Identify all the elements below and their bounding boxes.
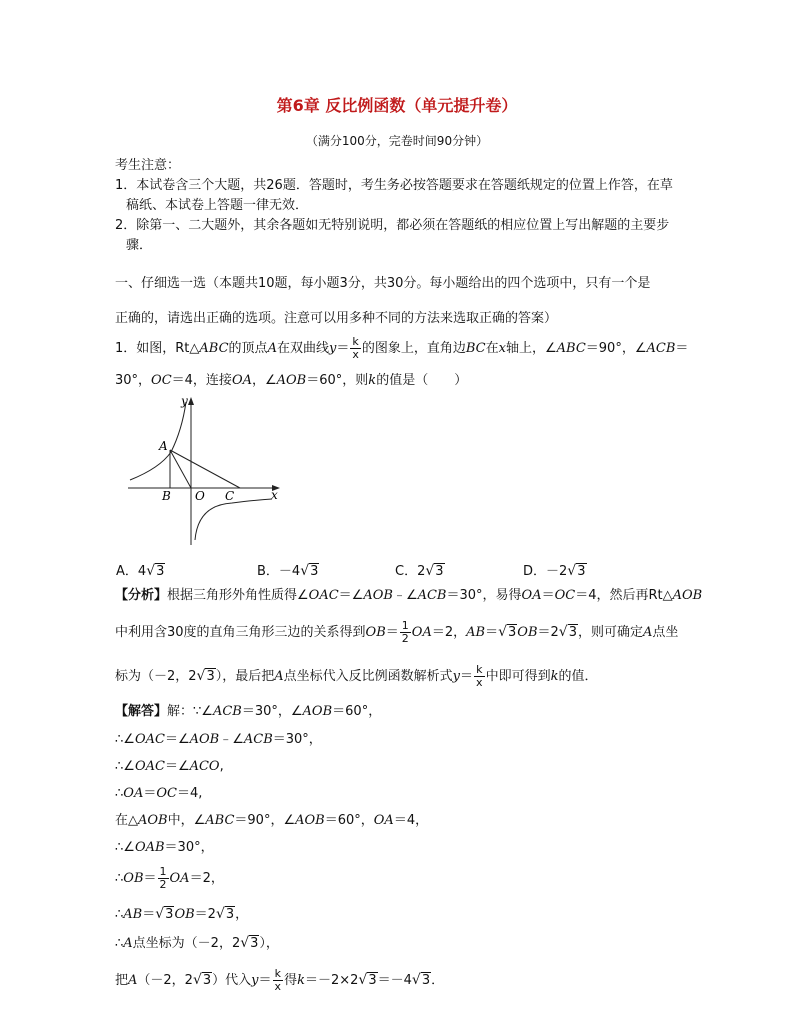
analysis-text: ﹣∠ <box>392 588 418 603</box>
analysis-line2 <box>115 620 678 645</box>
sqrt: √3 <box>411 972 431 988</box>
analysis-var: AB <box>466 625 486 640</box>
sol-text: ∴ <box>115 936 124 951</box>
sol-var: y <box>251 973 259 988</box>
analysis-text: ＝ <box>485 625 499 640</box>
sol-var: A <box>123 936 133 951</box>
sol-text: ∴ <box>115 907 124 922</box>
sol-text: ＝2， <box>189 871 224 886</box>
fraction-den: 2 <box>159 878 167 891</box>
sqrt-arg: 3 <box>310 564 319 579</box>
fraction <box>158 866 169 891</box>
sqrt-arg: 3 <box>165 907 174 922</box>
analysis-text: ＝∠ <box>338 588 364 603</box>
sol-text: ＝∠ <box>164 732 190 747</box>
sol-text: ）代入 <box>212 973 252 988</box>
analysis-var: OC <box>554 588 576 603</box>
sol-var: AB <box>123 907 143 922</box>
y-axis-arrow <box>188 397 194 405</box>
sol-text: ＝－2×2 <box>304 973 359 988</box>
sqrt-arg: 3 <box>156 564 165 579</box>
sol-var: OAB <box>134 840 165 855</box>
sqrt: √3 <box>300 563 319 579</box>
analysis-text: 的值． <box>558 669 598 684</box>
option-b-label: B． <box>257 564 279 579</box>
fraction-den: x <box>476 676 483 689</box>
analysis-text: ＝ <box>460 669 474 684</box>
sqrt: √3 <box>425 563 444 579</box>
q1-text: ＝60°，则 <box>306 373 369 388</box>
q1-text: ＝ <box>675 341 689 356</box>
analysis-text: 中即可得到 <box>485 669 551 684</box>
section-heading: 一、仔细选一选（本题共10题，每小题3分，共30分。每小题给出的四个选项中，只有一个是 <box>115 276 651 291</box>
analysis-tag: 【分析】 <box>115 588 168 603</box>
sqrt-arg: 3 <box>368 973 377 988</box>
option-b[interactable] <box>257 560 319 579</box>
sqrt-arg: 3 <box>508 625 517 640</box>
sol-text: ＝4, <box>176 786 203 801</box>
solution-line <box>115 812 428 830</box>
solution-tag: 【解答】 <box>115 704 168 719</box>
hyperbola-figure <box>120 392 290 552</box>
q1-text: 在 <box>485 341 499 356</box>
hyperbola-branch-left <box>130 402 186 480</box>
solution-line <box>115 905 248 924</box>
option-d-label: D． <box>523 564 547 579</box>
sqrt: √3 <box>146 563 165 579</box>
analysis-text: ＝4，然后再Rt△ <box>575 588 673 603</box>
sqrt-arg: 3 <box>225 907 235 922</box>
sol-text: ＝30°， <box>272 732 322 747</box>
sol-text: ＝－4 <box>377 973 412 988</box>
q1-var: ACB <box>646 341 676 356</box>
sol-text: 解：∵∠ <box>167 704 213 719</box>
sqrt: √3 <box>558 624 577 640</box>
analysis-text: 标为（－2，2 <box>115 669 197 684</box>
sqrt: √3 <box>215 906 235 922</box>
analysis-var: AOB <box>363 588 393 603</box>
sol-var: k <box>297 973 305 988</box>
analysis-var: A <box>274 669 284 684</box>
sqrt-arg: 3 <box>568 625 577 640</box>
q1-text: 轴上，∠ <box>505 341 557 356</box>
sol-text: ＝30°，∠ <box>241 704 303 719</box>
sol-text: ＝ <box>143 871 157 886</box>
analysis-var: A <box>643 625 653 640</box>
notice-line: 2．除第一、二大题外，其余各题如无特别说明，都必须在答题纸的相应位置上写出解题的主要步 <box>115 218 670 233</box>
sqrt: √3 <box>196 668 215 684</box>
q1-var: ABC <box>556 341 586 356</box>
q1-text: 的顶点 <box>228 341 268 356</box>
sol-var: OB <box>123 871 144 886</box>
notice-line: 稿纸、本试卷上答题一律无效． <box>126 198 309 213</box>
fraction <box>350 336 361 361</box>
sol-var: OB <box>174 907 195 922</box>
q1-var: AOB <box>276 373 307 388</box>
sol-text: 点坐标为（－2，2 <box>132 936 241 951</box>
solution-line <box>115 866 224 891</box>
sol-var: ACB <box>212 704 242 719</box>
sqrt: √3 <box>192 972 212 988</box>
label-y: y <box>181 394 188 408</box>
solution-line <box>115 785 202 803</box>
option-c-label: C． <box>395 564 418 579</box>
document-title: 第6章 反比例函数（单元提升卷） <box>276 96 518 115</box>
analysis-text: 点坐标代入反比例函数解析式 <box>283 669 453 684</box>
sol-text: ）， <box>259 936 279 951</box>
sol-text: 得 <box>284 973 298 988</box>
fraction-num: 1 <box>159 865 167 878</box>
sol-text: ∴∠ <box>115 840 135 855</box>
option-d-value: －2 <box>546 564 568 579</box>
q1-var: OA <box>231 373 252 388</box>
sol-text: ． <box>431 973 445 988</box>
hyperbola-branch-right <box>195 499 272 540</box>
question-1-line1 <box>115 336 688 361</box>
analysis-text: 根据三角形外角性质得∠ <box>167 588 309 603</box>
sol-text: ∴∠ <box>115 759 135 774</box>
notice-line: 骤． <box>126 238 153 253</box>
label-o: O <box>195 489 205 503</box>
analysis-text: ＝2 <box>537 625 559 640</box>
notice-line: 1．本试卷含三个大题，共26题．答题时，考生务必按答题要求在答题纸规定的位置上作答，在草 <box>115 178 673 193</box>
document-subtitle: （满分100分，完卷时间90分钟） <box>305 134 489 148</box>
sol-var: AOB <box>189 732 220 747</box>
option-a[interactable] <box>116 560 165 579</box>
sol-text: 中，∠ <box>167 813 206 828</box>
sol-var: AOB <box>302 704 333 719</box>
sol-var: A <box>128 973 138 988</box>
fraction <box>474 664 485 689</box>
label-x: x <box>271 488 278 502</box>
q1-var: BC <box>465 341 486 356</box>
analysis-var: ACB <box>417 588 447 603</box>
sqrt: √3 <box>155 906 174 922</box>
sqrt-arg: 3 <box>206 669 215 684</box>
q1-var: ABC <box>199 341 229 356</box>
fraction <box>400 620 411 645</box>
q1-text: 的值是（ ） <box>376 373 468 388</box>
q1-text: 30°， <box>115 373 152 388</box>
analysis-var: OA <box>521 588 542 603</box>
label-b: B <box>162 489 171 503</box>
option-c-value: 2 <box>417 564 426 579</box>
sol-text: ∴ <box>115 786 124 801</box>
sqrt: √3 <box>358 972 377 988</box>
fraction-num: 1 <box>401 619 409 632</box>
sol-var: ACB <box>243 732 273 747</box>
solution-line <box>115 968 444 993</box>
q1-var: x <box>498 341 506 356</box>
q1-var: y <box>328 341 337 356</box>
sol-text: ＝60°， <box>324 813 374 828</box>
analysis-text: ＝ <box>541 588 555 603</box>
solution-line <box>115 731 322 749</box>
sol-var: OA <box>123 786 144 801</box>
analysis-var: AOB <box>672 588 703 603</box>
sol-text: ＝90°，∠ <box>234 813 296 828</box>
sol-var: OA <box>373 813 394 828</box>
analysis-line3 <box>115 664 597 689</box>
sol-text: （－2，2 <box>137 973 193 988</box>
option-d[interactable] <box>523 560 587 579</box>
fraction-num: k <box>273 968 284 981</box>
analysis-var: OAC <box>308 588 339 603</box>
q1-var: OC <box>151 373 172 388</box>
analysis-text: ＝2， <box>431 625 467 640</box>
question-1-line2 <box>115 372 467 390</box>
fraction-den: x <box>274 980 282 993</box>
q1-var: A <box>267 341 277 356</box>
solution-line <box>115 703 381 721</box>
sol-text: 把 <box>115 973 129 988</box>
sol-var: ACO <box>189 759 220 774</box>
fraction-num: k <box>474 664 485 677</box>
sol-var: OAC <box>134 759 165 774</box>
q1-text: ＝4，连接 <box>171 373 232 388</box>
section-heading: 正确的，请选出正确的选项。注意可以用多种不同的方法来选取正确的答案） <box>115 311 558 326</box>
fraction-num: k <box>350 336 361 349</box>
sol-text: ＝ <box>258 973 272 988</box>
option-a-label: A． <box>116 564 138 579</box>
solution-line <box>115 934 279 953</box>
sqrt: √3 <box>240 935 259 951</box>
sol-text: ＝60°， <box>332 704 382 719</box>
sol-text: , <box>219 759 224 774</box>
q1-text: 的图象上，直角边 <box>361 341 466 356</box>
q1-text: ，∠ <box>251 373 277 388</box>
q1-text: 在双曲线 <box>276 341 329 356</box>
sol-text: ＝2 <box>194 907 216 922</box>
sol-text: 在△ <box>115 813 138 828</box>
label-c: C <box>225 489 235 503</box>
option-a-value: 4 <box>137 564 147 579</box>
fraction <box>273 968 284 993</box>
sol-var: AOB <box>295 813 325 828</box>
sol-text: ﹣∠ <box>219 732 244 747</box>
analysis-text: ＝30°，易得 <box>446 588 522 603</box>
analysis-line1 <box>115 587 702 605</box>
sol-text: ＝∠ <box>164 759 190 774</box>
solution-line <box>115 758 224 776</box>
analysis-text: 点坐 <box>652 625 679 640</box>
sol-text: ＝ <box>142 907 156 922</box>
option-c[interactable] <box>395 560 445 579</box>
sqrt-arg: 3 <box>250 936 259 951</box>
solution-line <box>115 839 214 857</box>
sol-text: ＝ <box>143 786 157 801</box>
sol-text: ＝30°， <box>164 840 214 855</box>
analysis-text: ，则可确定 <box>577 625 643 640</box>
sol-text: ∴ <box>115 871 124 886</box>
sqrt-arg: 3 <box>435 564 444 579</box>
fraction-den: x <box>352 348 359 361</box>
sol-var: ABC <box>205 813 235 828</box>
sqrt-arg: 3 <box>577 564 586 579</box>
sqrt: √3 <box>498 624 517 640</box>
analysis-var: y <box>452 669 461 684</box>
sqrt-arg: 3 <box>202 973 212 988</box>
notice-heading: 考生注意： <box>115 158 181 173</box>
sol-var: OAC <box>134 732 165 747</box>
sqrt-arg: 3 <box>421 973 431 988</box>
analysis-var: OB <box>517 625 538 640</box>
analysis-var: k <box>550 669 559 684</box>
analysis-text: ＝ <box>385 625 399 640</box>
sol-var: OA <box>169 871 190 886</box>
analysis-text: ），最后把 <box>215 669 275 684</box>
analysis-text: 中利用含30度的直角三角形三边的关系得到 <box>115 625 366 640</box>
option-b-value: －4 <box>278 564 301 579</box>
sol-var: OC <box>156 786 177 801</box>
sqrt: √3 <box>567 563 586 579</box>
q1-text: ＝ <box>336 341 350 356</box>
sol-text: ， <box>235 907 249 922</box>
analysis-var: OA <box>411 625 432 640</box>
sol-var: AOB <box>138 813 168 828</box>
q1-text: 1．如图，Rt△ <box>115 341 200 356</box>
label-a: A <box>159 439 168 453</box>
fraction-den: 2 <box>401 632 409 645</box>
q1-text: ＝90°，∠ <box>585 341 647 356</box>
q1-var: k <box>368 373 377 388</box>
analysis-var: OB <box>365 625 386 640</box>
sol-text: ＝4， <box>393 813 429 828</box>
sol-text: ∴∠ <box>115 732 135 747</box>
